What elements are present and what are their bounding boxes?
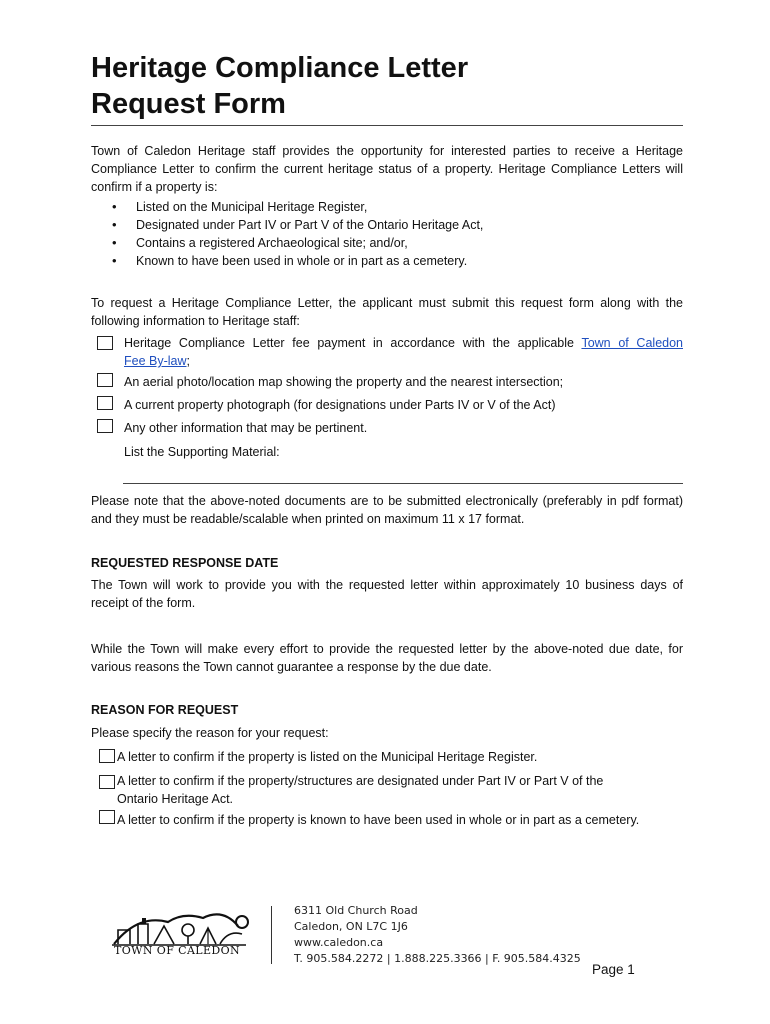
request-intro-paragraph: To request a Heritage Compliance Letter, the applicant must submit this request form along with the following information to Heritage staff: <box>91 296 683 328</box>
reason-prompt: Please specify the reason for your request: <box>91 726 329 740</box>
website-link[interactable]: www.caledon.ca <box>294 936 384 949</box>
reason-designated-checkbox[interactable] <box>99 775 115 789</box>
bullet-item: • Contains a registered Archaeological site; and/or, <box>112 234 483 252</box>
other-info-checkbox[interactable] <box>97 419 113 433</box>
aerial-photo-checkbox[interactable] <box>97 373 113 387</box>
title-line-2: Request Form <box>91 88 286 120</box>
footer-divider <box>271 906 272 964</box>
town-of-caledon-logo <box>108 904 258 960</box>
reason-cemetery-checkbox[interactable] <box>99 810 115 824</box>
fee-bylaw-link[interactable]: Town of Caledon <box>581 336 683 350</box>
guarantee-paragraph: While the Town will make every effort to provide the requested letter by the above-noted due date, for various reasons the Town cannot guarantee a response by the due date. <box>91 642 683 674</box>
fee-payment-text: Heritage Compliance Letter fee payment in accordance with the applicable Town of Caledon Fee By-law; <box>124 336 683 368</box>
other-info-text: Any other information that may be pertinent. <box>124 421 368 435</box>
status-bullet-list <box>112 198 483 270</box>
response-date-heading: REQUESTED RESPONSE DATE <box>91 556 279 570</box>
property-photo-text: A current property photograph (for designations under Parts IV or V of the Act) <box>124 398 556 412</box>
title-line-1: Heritage Compliance Letter <box>91 52 469 84</box>
logo-text: TOWN OF CALEDON <box>114 944 241 957</box>
phone-numbers: T. 905.584.2272 | 1.888.225.3366 | F. 905.584.4325 <box>294 952 581 965</box>
fee-bylaw-link-2[interactable]: Fee By-law <box>124 354 187 368</box>
bullet-item: • Listed on the Municipal Heritage Register, <box>112 198 483 216</box>
page-title <box>91 50 691 122</box>
address-line-2: Caledon, ON L7C 1J6 <box>294 920 408 933</box>
reason-register-checkbox[interactable] <box>99 749 115 763</box>
intro-paragraph: Town of Caledon Heritage staff provides the opportunity for interested parties to receive a Heritage Compliance Letter to confirm the current heritage status of a property. Heritage Compliance Letters will confirm if a property is: <box>91 144 683 194</box>
title-divider <box>91 125 683 126</box>
reason-register-text: A letter to confirm if the property is listed on the Municipal Heritage Register. <box>117 750 538 764</box>
aerial-photo-text: An aerial photo/location map showing the property and the nearest intersection; <box>124 375 564 389</box>
response-date-paragraph: The Town will work to provide you with the requested letter within approximately 10 business days of receipt of the form. <box>91 578 683 610</box>
fee-payment-checkbox[interactable] <box>97 336 113 350</box>
address-line-1: 6311 Old Church Road <box>294 904 418 917</box>
supporting-material-input-line[interactable] <box>123 483 683 484</box>
bullet-item: • Known to have been used in whole or in part as a cemetery. <box>112 252 483 270</box>
reason-heading: REASON FOR REQUEST <box>91 703 239 717</box>
bullet-item: • Designated under Part IV or Part V of the Ontario Heritage Act, <box>112 216 483 234</box>
note-paragraph: Please note that the above-noted documents are to be submitted electronically (preferably in pdf format) and they must be readable/scalable when printed on maximum 11 x 17 format. <box>91 494 683 526</box>
reason-cemetery-text: A letter to confirm if the property is known to have been used in whole or in part as a cemetery. <box>117 813 640 827</box>
property-photo-checkbox[interactable] <box>97 396 113 410</box>
page-number: Page 1 <box>592 962 635 977</box>
supporting-material-label: List the Supporting Material: <box>124 445 280 459</box>
reason-designated-text: A letter to confirm if the property/structures are designated under Part IV or Part V of the Ontario Heritage Act. <box>117 774 604 806</box>
